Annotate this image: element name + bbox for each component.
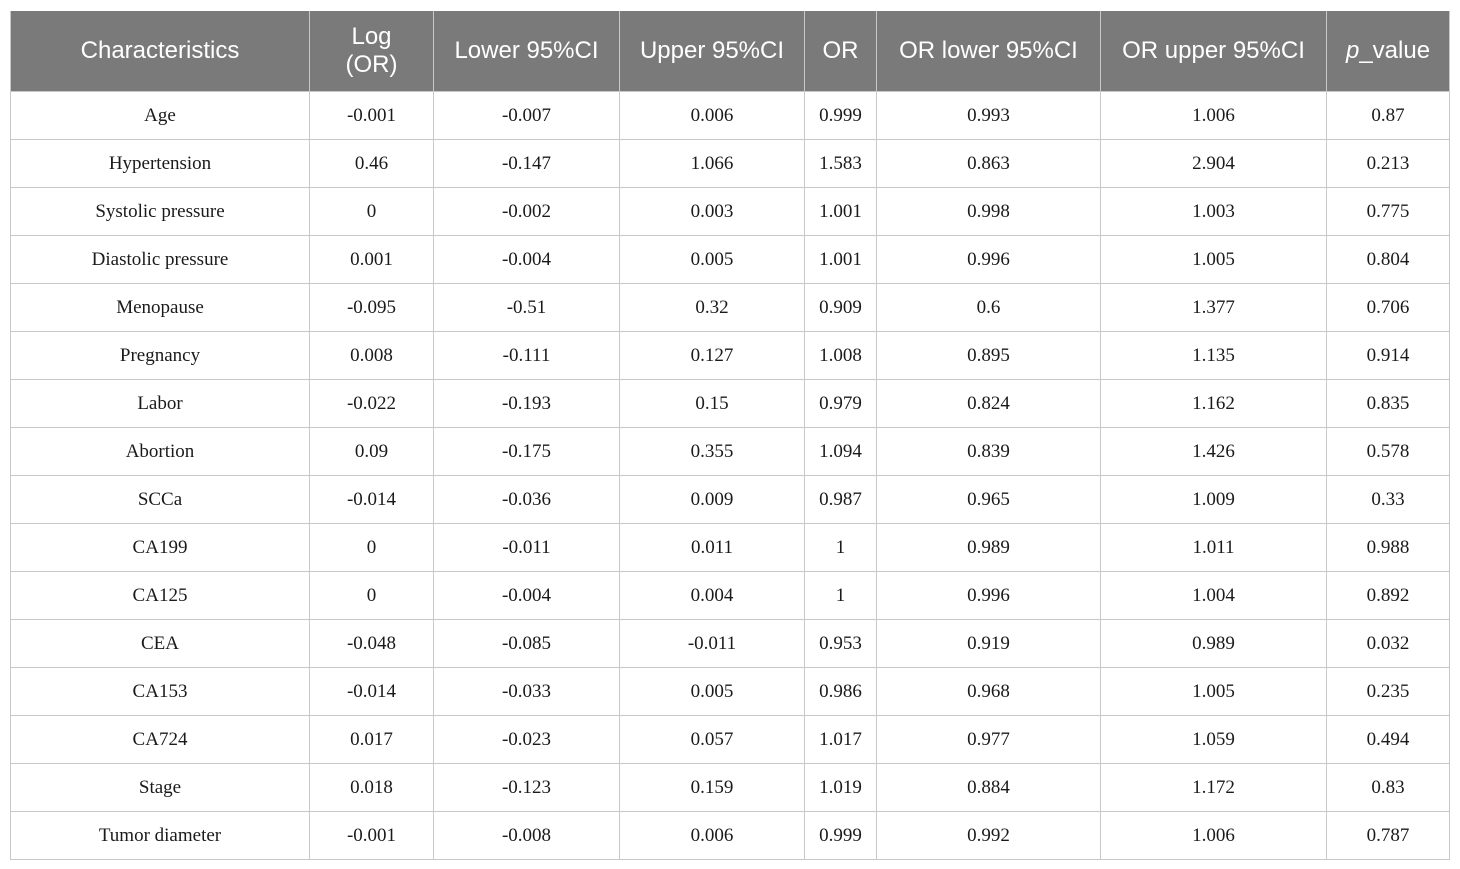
cell-characteristic: Labor [11, 380, 310, 428]
cell-or-lower-95ci: 0.965 [877, 476, 1101, 524]
results-table-container [10, 11, 1449, 860]
cell-p-value: 0.83 [1327, 764, 1450, 812]
cell-or-lower-95ci: 0.989 [877, 524, 1101, 572]
cell-p-value: 0.914 [1327, 332, 1450, 380]
cell-p-value: 0.33 [1327, 476, 1450, 524]
cell-log-or: -0.014 [310, 476, 434, 524]
cell-or-upper-95ci: 1.172 [1101, 764, 1327, 812]
cell-log-or: -0.022 [310, 380, 434, 428]
cell-upper-95ci: 0.005 [620, 668, 805, 716]
table-row [11, 524, 1450, 572]
cell-or: 1.019 [805, 764, 877, 812]
cell-lower-95ci: -0.147 [434, 140, 620, 188]
cell-or-upper-95ci: 1.006 [1101, 92, 1327, 140]
cell-upper-95ci: 0.006 [620, 812, 805, 860]
cell-lower-95ci: -0.111 [434, 332, 620, 380]
cell-lower-95ci: -0.002 [434, 188, 620, 236]
cell-or-lower-95ci: 0.824 [877, 380, 1101, 428]
cell-log-or: 0 [310, 572, 434, 620]
cell-p-value: 0.804 [1327, 236, 1450, 284]
cell-or: 1.001 [805, 188, 877, 236]
header-log-or-line2: (OR) [345, 51, 398, 78]
cell-p-value: 0.032 [1327, 620, 1450, 668]
cell-or-lower-95ci: 0.895 [877, 332, 1101, 380]
cell-upper-95ci: 0.355 [620, 428, 805, 476]
cell-or-lower-95ci: 0.996 [877, 572, 1101, 620]
cell-lower-95ci: -0.004 [434, 236, 620, 284]
cell-or: 1 [805, 524, 877, 572]
cell-upper-95ci: 0.006 [620, 92, 805, 140]
cell-p-value: 0.835 [1327, 380, 1450, 428]
cell-or-lower-95ci: 0.977 [877, 716, 1101, 764]
cell-p-value: 0.213 [1327, 140, 1450, 188]
cell-lower-95ci: -0.011 [434, 524, 620, 572]
table-row [11, 188, 1450, 236]
cell-upper-95ci: 0.057 [620, 716, 805, 764]
cell-or-upper-95ci: 1.003 [1101, 188, 1327, 236]
cell-or-lower-95ci: 0.993 [877, 92, 1101, 140]
cell-upper-95ci: 0.004 [620, 572, 805, 620]
table-row [11, 92, 1450, 140]
cell-characteristic: CA153 [11, 668, 310, 716]
cell-or: 0.999 [805, 92, 877, 140]
cell-characteristic: Menopause [11, 284, 310, 332]
header-log-or [310, 11, 434, 92]
cell-or-lower-95ci: 0.919 [877, 620, 1101, 668]
header-or: OR [805, 11, 877, 92]
cell-or-upper-95ci: 1.059 [1101, 716, 1327, 764]
cell-characteristic: CEA [11, 620, 310, 668]
cell-or-upper-95ci: 1.426 [1101, 428, 1327, 476]
cell-characteristic: Age [11, 92, 310, 140]
cell-log-or: -0.001 [310, 812, 434, 860]
cell-log-or: -0.001 [310, 92, 434, 140]
cell-or-lower-95ci: 0.968 [877, 668, 1101, 716]
cell-log-or: 0.017 [310, 716, 434, 764]
cell-lower-95ci: -0.004 [434, 572, 620, 620]
results-table [10, 11, 1450, 860]
header-row [11, 11, 1450, 92]
cell-log-or: -0.014 [310, 668, 434, 716]
cell-log-or: 0.001 [310, 236, 434, 284]
cell-p-value: 0.87 [1327, 92, 1450, 140]
cell-or: 1.583 [805, 140, 877, 188]
cell-characteristic: CA199 [11, 524, 310, 572]
cell-or-lower-95ci: 0.992 [877, 812, 1101, 860]
table-row [11, 332, 1450, 380]
cell-or-lower-95ci: 0.884 [877, 764, 1101, 812]
cell-p-value: 0.706 [1327, 284, 1450, 332]
cell-or-upper-95ci: 1.005 [1101, 236, 1327, 284]
cell-or-upper-95ci: 1.009 [1101, 476, 1327, 524]
table-row [11, 668, 1450, 716]
header-p-value-rest: _value [1359, 37, 1431, 64]
cell-characteristic: Abortion [11, 428, 310, 476]
cell-upper-95ci: -0.011 [620, 620, 805, 668]
header-or-lower-95ci: OR lower 95%CI [877, 11, 1101, 92]
cell-lower-95ci: -0.007 [434, 92, 620, 140]
cell-lower-95ci: -0.033 [434, 668, 620, 716]
cell-characteristic: Diastolic pressure [11, 236, 310, 284]
cell-upper-95ci: 0.159 [620, 764, 805, 812]
table-row [11, 476, 1450, 524]
cell-p-value: 0.494 [1327, 716, 1450, 764]
cell-or: 0.979 [805, 380, 877, 428]
cell-or: 1 [805, 572, 877, 620]
cell-p-value: 0.775 [1327, 188, 1450, 236]
header-log-or-line1: Log [351, 23, 392, 50]
cell-or: 1.017 [805, 716, 877, 764]
cell-or-lower-95ci: 0.863 [877, 140, 1101, 188]
cell-log-or: -0.048 [310, 620, 434, 668]
cell-or: 0.986 [805, 668, 877, 716]
cell-lower-95ci: -0.008 [434, 812, 620, 860]
cell-characteristic: SCCa [11, 476, 310, 524]
cell-or: 0.987 [805, 476, 877, 524]
cell-lower-95ci: -0.023 [434, 716, 620, 764]
cell-or-upper-95ci: 1.011 [1101, 524, 1327, 572]
cell-log-or: 0.008 [310, 332, 434, 380]
cell-characteristic: CA125 [11, 572, 310, 620]
cell-p-value: 0.787 [1327, 812, 1450, 860]
cell-or-upper-95ci: 1.135 [1101, 332, 1327, 380]
cell-characteristic: Pregnancy [11, 332, 310, 380]
cell-or-upper-95ci: 1.006 [1101, 812, 1327, 860]
cell-or-lower-95ci: 0.998 [877, 188, 1101, 236]
cell-or: 1.001 [805, 236, 877, 284]
cell-or: 1.094 [805, 428, 877, 476]
table-row [11, 812, 1450, 860]
cell-or: 0.999 [805, 812, 877, 860]
table-row [11, 764, 1450, 812]
cell-p-value: 0.578 [1327, 428, 1450, 476]
header-p-value [1327, 11, 1450, 92]
cell-characteristic: Systolic pressure [11, 188, 310, 236]
cell-upper-95ci: 0.011 [620, 524, 805, 572]
header-upper-95ci: Upper 95%CI [620, 11, 805, 92]
cell-log-or: 0.09 [310, 428, 434, 476]
cell-characteristic: Tumor diameter [11, 812, 310, 860]
cell-characteristic: CA724 [11, 716, 310, 764]
table-row [11, 236, 1450, 284]
table-row [11, 428, 1450, 476]
cell-p-value: 0.988 [1327, 524, 1450, 572]
cell-upper-95ci: 0.009 [620, 476, 805, 524]
cell-lower-95ci: -0.123 [434, 764, 620, 812]
cell-or-lower-95ci: 0.839 [877, 428, 1101, 476]
cell-log-or: 0 [310, 188, 434, 236]
table-row [11, 716, 1450, 764]
cell-upper-95ci: 0.003 [620, 188, 805, 236]
cell-or: 0.953 [805, 620, 877, 668]
cell-or-upper-95ci: 1.377 [1101, 284, 1327, 332]
cell-or-upper-95ci: 1.004 [1101, 572, 1327, 620]
cell-or-upper-95ci: 2.904 [1101, 140, 1327, 188]
table-row [11, 140, 1450, 188]
cell-log-or: 0 [310, 524, 434, 572]
cell-upper-95ci: 0.005 [620, 236, 805, 284]
header-or-upper-95ci: OR upper 95%CI [1101, 11, 1327, 92]
table-row [11, 380, 1450, 428]
cell-lower-95ci: -0.036 [434, 476, 620, 524]
table-header [11, 11, 1450, 92]
cell-or: 0.909 [805, 284, 877, 332]
cell-lower-95ci: -0.175 [434, 428, 620, 476]
cell-log-or: 0.018 [310, 764, 434, 812]
cell-lower-95ci: -0.085 [434, 620, 620, 668]
table-body [11, 92, 1450, 860]
cell-lower-95ci: -0.193 [434, 380, 620, 428]
cell-characteristic: Stage [11, 764, 310, 812]
cell-or-upper-95ci: 0.989 [1101, 620, 1327, 668]
cell-upper-95ci: 0.15 [620, 380, 805, 428]
cell-or-lower-95ci: 0.6 [877, 284, 1101, 332]
cell-characteristic: Hypertension [11, 140, 310, 188]
header-lower-95ci: Lower 95%CI [434, 11, 620, 92]
cell-or-lower-95ci: 0.996 [877, 236, 1101, 284]
cell-or-upper-95ci: 1.005 [1101, 668, 1327, 716]
cell-lower-95ci: -0.51 [434, 284, 620, 332]
table-row [11, 572, 1450, 620]
cell-or-upper-95ci: 1.162 [1101, 380, 1327, 428]
cell-upper-95ci: 0.127 [620, 332, 805, 380]
cell-p-value: 0.235 [1327, 668, 1450, 716]
table-row [11, 620, 1450, 668]
cell-log-or: -0.095 [310, 284, 434, 332]
cell-log-or: 0.46 [310, 140, 434, 188]
header-characteristics: Characteristics [11, 11, 310, 92]
table-row [11, 284, 1450, 332]
cell-upper-95ci: 0.32 [620, 284, 805, 332]
header-p-value-italic: p [1345, 37, 1360, 64]
cell-p-value: 0.892 [1327, 572, 1450, 620]
cell-or: 1.008 [805, 332, 877, 380]
cell-upper-95ci: 1.066 [620, 140, 805, 188]
